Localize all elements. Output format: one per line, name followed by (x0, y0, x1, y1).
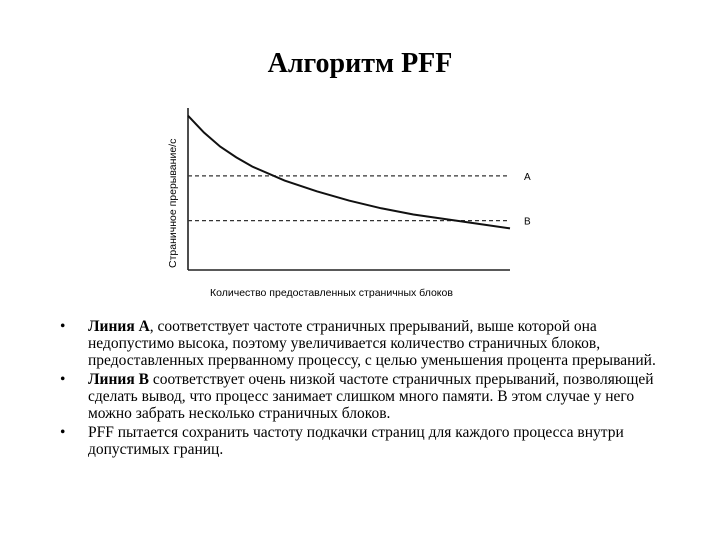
series-line (188, 116, 510, 229)
reference-line-label-a: A (524, 171, 531, 183)
y-axis-label: Страничное прерывание/с (167, 138, 179, 268)
bullet-text: соответствует очень низкой частоте страничных прерываний, позволяющей сделать вывод, что процесс занимает слишком много памяти. В этом случае у него можно забрать несколько страничных блоков. (88, 371, 654, 422)
plot-area (188, 108, 531, 270)
bullet-bold-label: Линия В (88, 371, 149, 388)
bullet-text: PFF пытается сохранить частоту подкачки страниц для каждого процесса внутри допустимых границ. (88, 424, 624, 458)
bullet-dot: • (60, 318, 66, 335)
reference-line-label-b: B (524, 216, 531, 228)
bullet-dot: • (60, 371, 66, 388)
bullet-bold-label: Линия А (88, 318, 150, 335)
pff-chart (150, 100, 550, 305)
bullet-list (60, 318, 670, 460)
bullet-item (60, 371, 670, 422)
bullet-item (60, 424, 670, 458)
bullet-item (60, 318, 670, 369)
slide-title: Алгоритм PFF (267, 48, 453, 79)
bullet-dot: • (60, 424, 66, 441)
bullet-text: , соответствует частоте страничных прерываний, выше которой она недопустимо высока, поэтому увеличивается количество страничных блоков, предоставленных прерванному процессу, с целью уменьшения процента прерываний. (88, 318, 656, 369)
x-axis-label: Количество предоставленных страничных блоков (210, 287, 453, 299)
